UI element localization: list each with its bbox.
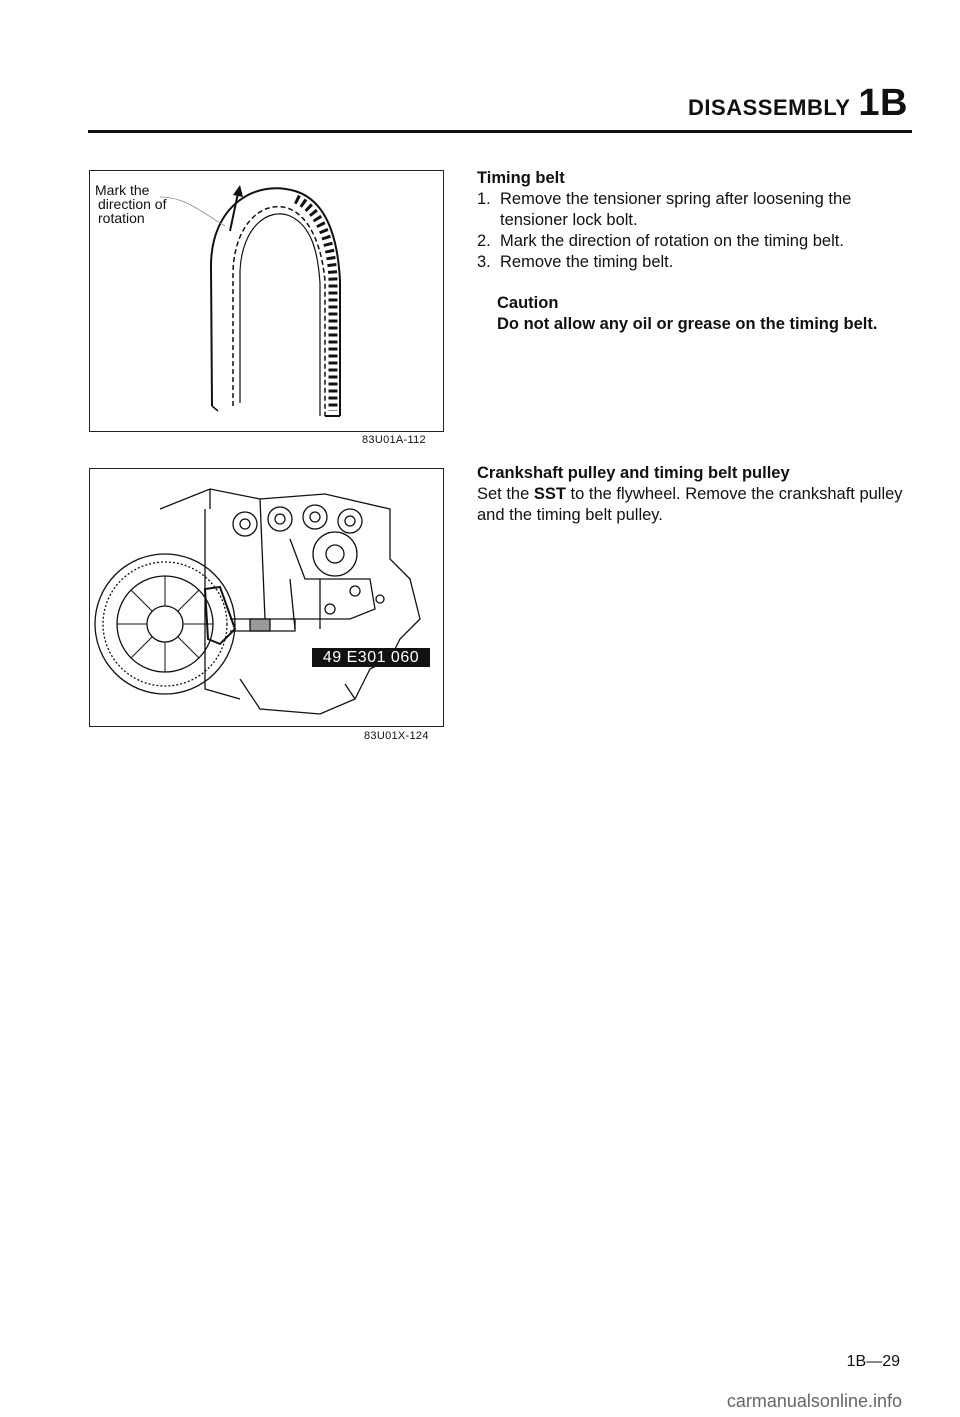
figure-code: 83U01A-112: [362, 434, 426, 446]
watermark: carmanualsonline.info: [726, 1391, 902, 1411]
sst-term: SST: [533, 485, 566, 503]
figure-timing-belt: [89, 170, 444, 432]
step-item: 3. Remove the timing belt.: [477, 253, 674, 271]
step-list: [477, 189, 917, 273]
step-item: 1. Remove the tensioner spring after loosening the tensioner lock bolt.: [477, 190, 852, 229]
rotation-mark-label: Mark the direction of rotation: [95, 182, 167, 226]
figure-code: 83U01X-124: [364, 730, 429, 742]
figure-crankshaft-sst: [89, 468, 444, 727]
caution-text: Do not allow any oil or grease on the timing belt.: [497, 315, 878, 333]
timing-belt-section: [477, 168, 917, 335]
sst-number-tag: 49 E301 060: [312, 648, 430, 667]
section-header: [688, 82, 908, 125]
engine-illustration: [90, 469, 443, 726]
section-code: 1B: [858, 82, 908, 124]
pulley-section: [477, 463, 917, 526]
caution-title: Caution: [497, 294, 559, 312]
section-heading: Crankshaft pulley and timing belt pulley: [477, 464, 790, 482]
section-title: DISASSEMBLY: [688, 95, 851, 120]
caution-note: [477, 293, 917, 335]
section-heading: Timing belt: [477, 169, 565, 187]
pulley-instructions: Set the SST to the flywheel. Remove the crankshaft pulley and the timing belt pulley.: [477, 485, 903, 524]
page-number: 1B—29: [846, 1353, 900, 1370]
step-item: 2. Mark the direction of rotation on the timing belt.: [477, 232, 844, 250]
header-rule: [88, 130, 912, 133]
